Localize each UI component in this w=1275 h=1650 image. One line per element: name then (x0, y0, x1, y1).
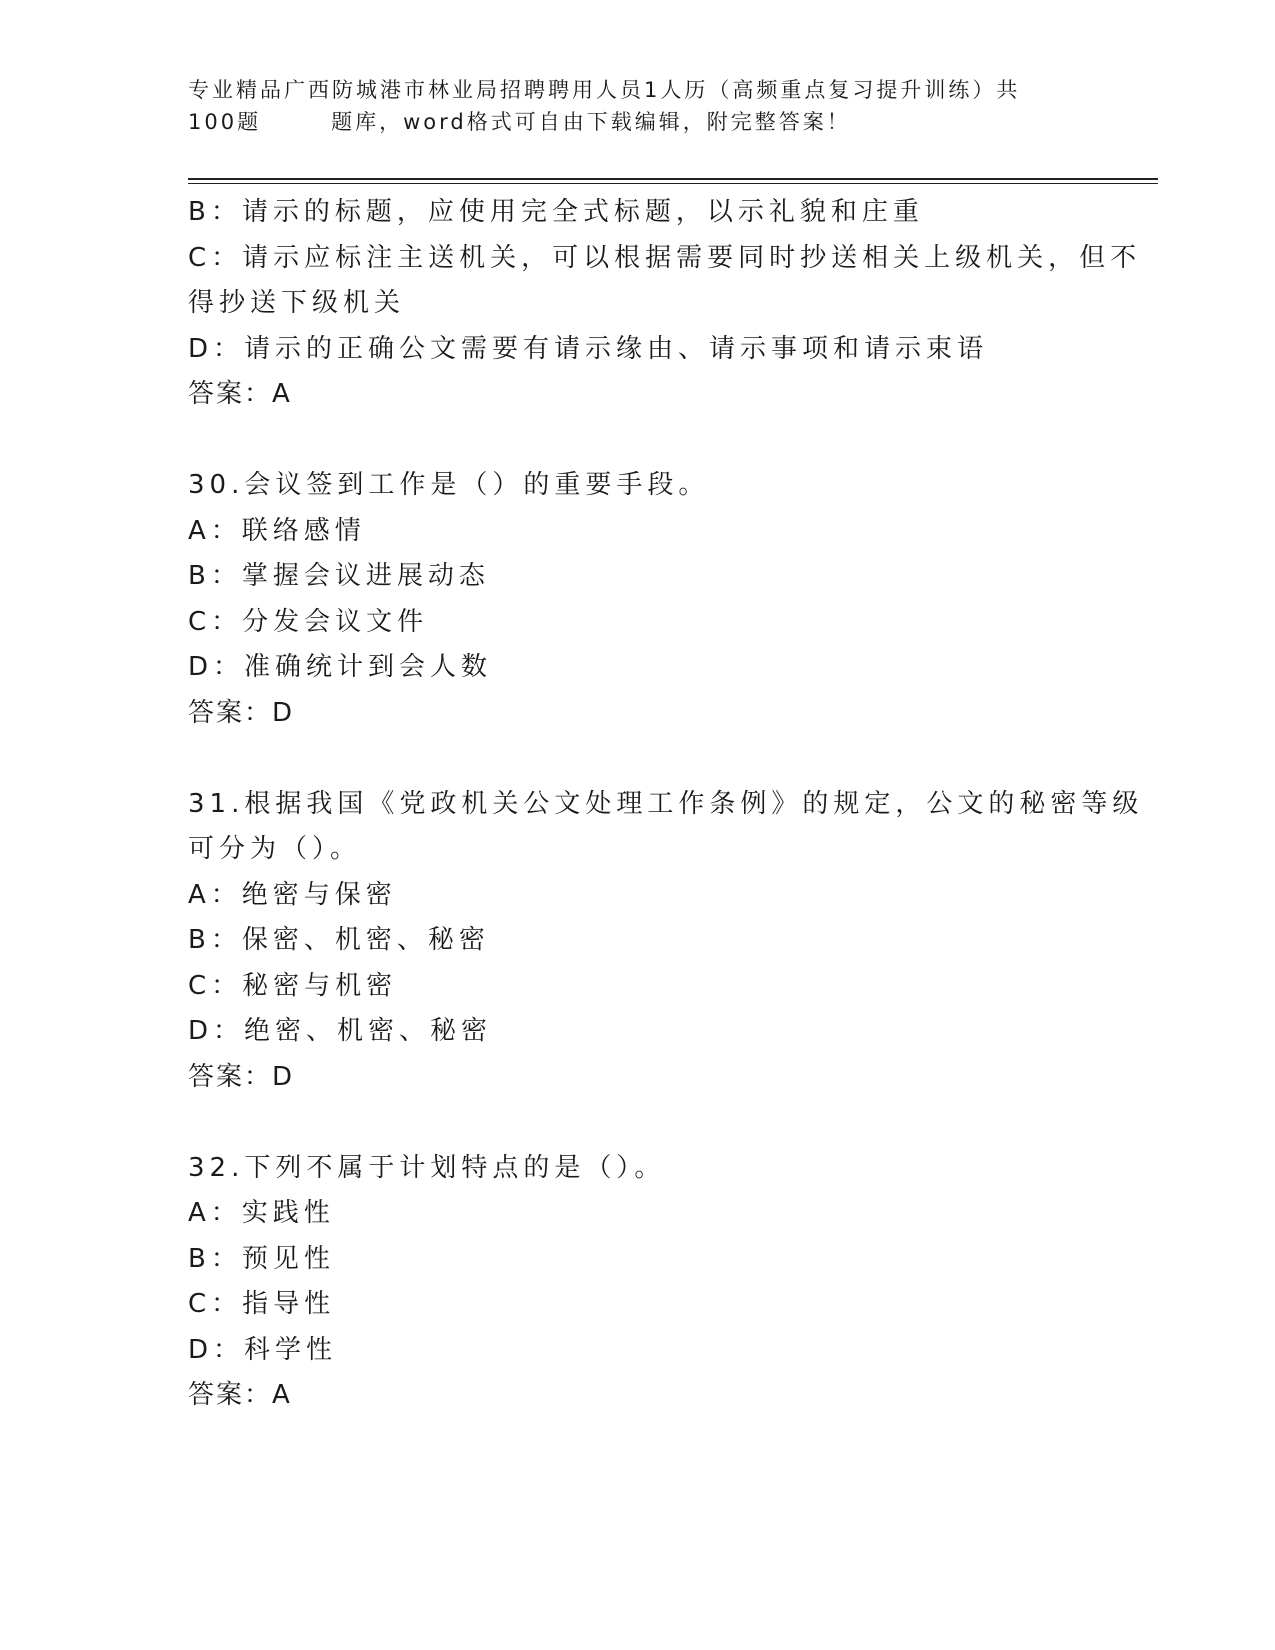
option-b: B：保密、机密、秘密 (188, 925, 490, 955)
option-c-continued: 得抄送下级机关 (188, 288, 406, 318)
option-c: C：请示应标注主送机关，可以根据需要同时抄送相关上级机关，但不 (188, 242, 1142, 273)
option-c: C：分发会议文件 (188, 606, 429, 637)
option-c: C：秘密与机密 (188, 970, 398, 1001)
option-b: B：预见性 (188, 1243, 335, 1274)
header-rule-thin (188, 183, 1158, 184)
option-d: D：准确统计到会人数 (188, 652, 493, 682)
option-d: D：请示的正确公文需要有请示缘由、请示事项和请示束语 (188, 333, 989, 364)
spacer (188, 736, 1088, 782)
question-block-32 (188, 1146, 1088, 1419)
question-stem-continued: 可分为（）。 (188, 834, 362, 864)
option-b: B：请示的标题，应使用完全式标题，以示礼貌和庄重 (188, 197, 924, 227)
question-stem: 31.根据我国《党政机关公文处理工作条例》的规定，公文的秘密等级 (188, 788, 1144, 819)
answer-line: 答案：A (188, 1380, 292, 1410)
header-rule-thick (188, 178, 1158, 180)
option-c: C：指导性 (188, 1289, 336, 1319)
header-title-line-2 (188, 106, 1088, 138)
answer-line: 答案：D (188, 1061, 295, 1092)
option-d: D：绝密、机密、秘密 (188, 1016, 493, 1046)
option-b: B：掌握会议进展动态 (188, 561, 490, 591)
question-block-29 (188, 190, 1142, 418)
question-stem: 32.下列不属于计划特点的是（）。 (188, 1152, 666, 1183)
spacer (188, 418, 1088, 464)
header-title-line-1: 专业精品广西防城港市林业局招聘聘用人员1人历（高频重点复习提升训练）共 (188, 78, 1021, 102)
question-stem: 30.会议签到工作是（）的重要手段。 (188, 470, 710, 500)
option-a: A：联络感情 (188, 515, 366, 546)
question-block-30 (188, 463, 1088, 736)
option-d: D：科学性 (188, 1334, 338, 1365)
answer-line: 答案：A (188, 379, 292, 409)
option-a: A：实践性 (188, 1198, 335, 1228)
spacer (188, 1100, 1088, 1146)
answer-line: 答案：D (188, 697, 295, 728)
header-description: 题库，word格式可自由下载编辑，附完整答案！ (331, 110, 851, 134)
question-content (188, 190, 1144, 1419)
header-question-count: 100题 (188, 110, 262, 134)
option-a: A：绝密与保密 (188, 879, 397, 910)
question-block-31 (188, 782, 1144, 1101)
document-header (188, 74, 1088, 138)
